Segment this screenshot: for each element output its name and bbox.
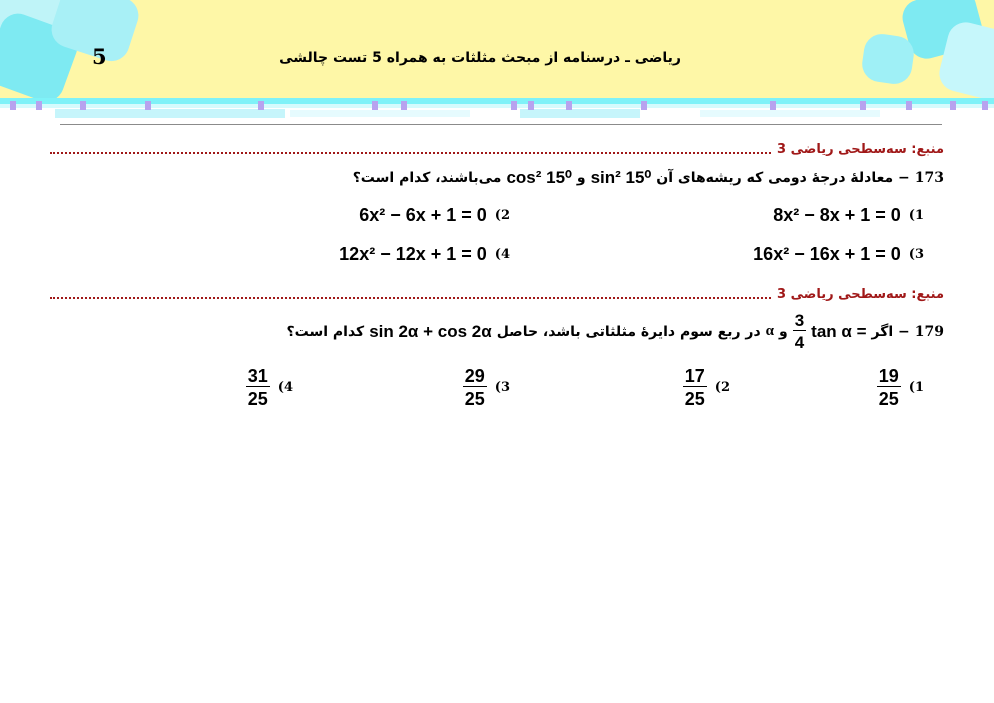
fraction-denominator: 25 bbox=[683, 386, 707, 409]
math-sum: sin 2α + cos 2α bbox=[369, 321, 492, 341]
option-number: 1) bbox=[908, 380, 924, 395]
source-line bbox=[50, 141, 944, 157]
header-rule bbox=[60, 124, 942, 125]
question-text: − اگر bbox=[871, 323, 910, 340]
fraction-denominator: 25 bbox=[463, 386, 487, 409]
header-tick bbox=[770, 101, 776, 110]
option-fraction bbox=[463, 366, 487, 409]
source-line bbox=[50, 286, 944, 302]
header-tick bbox=[145, 101, 151, 110]
header-stripe bbox=[700, 110, 880, 117]
question-number: 173 bbox=[914, 170, 944, 186]
fraction-denominator: 25 bbox=[246, 386, 270, 409]
math-alpha: α bbox=[765, 323, 774, 339]
option-4[interactable] bbox=[339, 244, 510, 265]
fraction-numerator: 19 bbox=[878, 366, 899, 386]
fraction-denominator: 25 bbox=[877, 386, 901, 409]
header-tick bbox=[372, 101, 378, 110]
option-number: 3) bbox=[494, 380, 510, 395]
header-tick bbox=[566, 101, 572, 110]
fraction-denominator: 4 bbox=[793, 330, 806, 352]
conjunction: و bbox=[779, 323, 788, 340]
page-title: ریاضی ـ درسنامه از مبحث مثلثات به همراه 5 تست چالشی bbox=[279, 50, 681, 66]
question-text: − معادلهٔ درجهٔ دومی که ریشه‌های آن bbox=[656, 170, 910, 186]
header-stripe bbox=[290, 110, 470, 117]
header-tick bbox=[950, 101, 956, 110]
header-tick bbox=[982, 101, 988, 110]
question-173-stem bbox=[353, 168, 944, 188]
math-cos: cos² 15⁰ bbox=[506, 168, 572, 187]
fraction-numerator: 31 bbox=[247, 366, 268, 386]
option-2[interactable] bbox=[683, 366, 730, 409]
option-expression: 12x² − 12x + 1 = 0 bbox=[339, 244, 487, 264]
option-number: 4) bbox=[277, 380, 293, 395]
header-tick bbox=[860, 101, 866, 110]
option-number: 1) bbox=[908, 208, 924, 223]
option-expression: 16x² − 16x + 1 = 0 bbox=[753, 244, 901, 264]
header-tick bbox=[10, 101, 16, 110]
header-tick bbox=[36, 101, 42, 110]
option-number: 2) bbox=[714, 380, 730, 395]
option-2[interactable] bbox=[359, 205, 510, 226]
option-expression: 8x² − 8x + 1 = 0 bbox=[773, 205, 901, 225]
decor-square bbox=[860, 32, 916, 86]
source-label: منبع: سه‌سطحی ریاضی 3 bbox=[777, 287, 944, 302]
header-tick bbox=[641, 101, 647, 110]
header-tick bbox=[511, 101, 517, 110]
conjunction: و bbox=[576, 170, 586, 186]
header-stripe bbox=[55, 109, 285, 118]
header-tick bbox=[80, 101, 86, 110]
dotted-leader bbox=[50, 152, 771, 154]
header-tick bbox=[528, 101, 534, 110]
option-number: 4) bbox=[494, 247, 510, 262]
header-tick bbox=[258, 101, 264, 110]
header-stripe bbox=[520, 109, 640, 118]
header-tick bbox=[401, 101, 407, 110]
tan-fraction bbox=[793, 311, 806, 352]
header-tick bbox=[906, 101, 912, 110]
fraction-numerator: 17 bbox=[684, 366, 705, 386]
question-text: کدام است؟ bbox=[286, 323, 365, 340]
option-fraction bbox=[246, 366, 270, 409]
question-number: 179 bbox=[914, 323, 944, 340]
fraction-numerator: 3 bbox=[794, 311, 805, 330]
option-expression: 6x² − 6x + 1 = 0 bbox=[359, 205, 487, 225]
option-4[interactable] bbox=[246, 366, 293, 409]
question-text: در ربع سوم دایرهٔ مثلثاتی باشد، حاصل bbox=[496, 323, 761, 340]
option-number: 3) bbox=[908, 247, 924, 262]
dotted-leader bbox=[50, 297, 771, 299]
fraction-numerator: 29 bbox=[464, 366, 485, 386]
option-1[interactable] bbox=[877, 366, 924, 409]
page-number: 5 bbox=[92, 44, 107, 69]
option-fraction bbox=[683, 366, 707, 409]
math-tan: tan α = bbox=[811, 321, 867, 341]
math-sin: sin² 15⁰ bbox=[590, 168, 652, 187]
question-text: می‌باشند، کدام است؟ bbox=[352, 170, 502, 186]
option-3[interactable] bbox=[753, 244, 924, 265]
question-179-stem bbox=[287, 311, 944, 352]
option-1[interactable] bbox=[773, 205, 924, 226]
option-3[interactable] bbox=[463, 366, 510, 409]
option-fraction bbox=[877, 366, 901, 409]
option-number: 2) bbox=[494, 208, 510, 223]
source-label: منبع: سه‌سطحی ریاضی 3 bbox=[777, 142, 944, 157]
